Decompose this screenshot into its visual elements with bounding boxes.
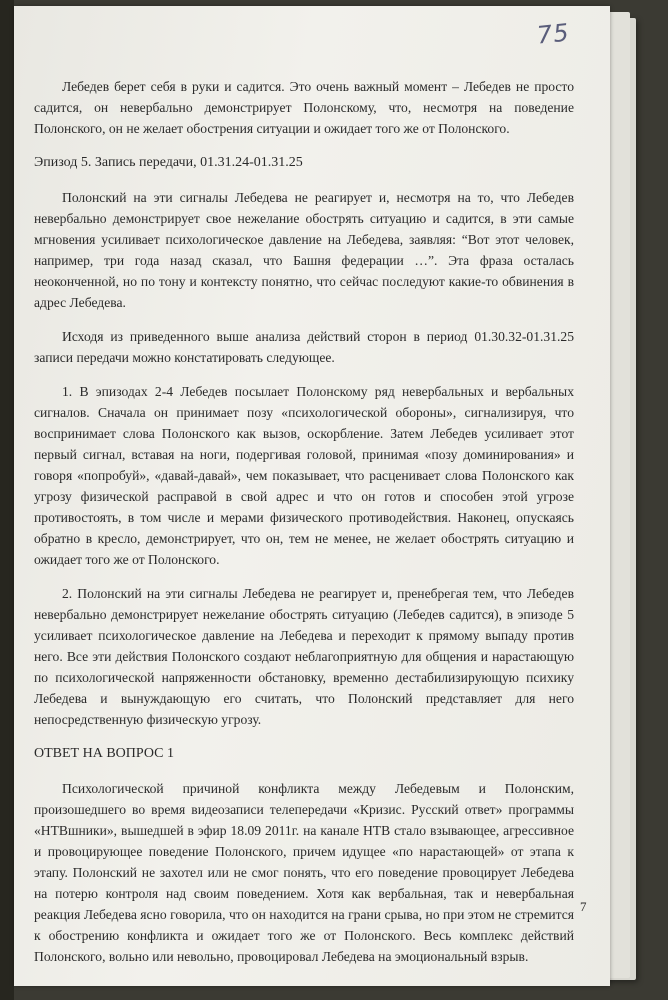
document-page — [14, 6, 610, 986]
finding-item: 2. Полонский на эти сигналы Лебедева не реагирует и, пренебрегая тем, что Лебедев невербально демонстрирует нежелание обострять ситуацию (Лебедев садится), в эпизоде 5 усиливает психологическое давление на Лебедева и переходит к прямому выпаду против него. Все эти действия Полонского создают неблагоприятную для общения и нарастающую по психологической напряженности обстановку, временно дестабилизирующую психику Лебедева и вынуждающую его считать, что Полонский представляет для него непосредственную физическую угрозу. — [34, 586, 574, 727]
page-content — [34, 76, 574, 980]
answer-paragraph: Психологической причиной конфликта между Лебедевым и Полонским, произошедшего во время видеозаписи телепередачи «Кризис. Русский ответ» программы «НТВшники», вышедшей в эфир 18.09 2011г. на канале НТВ стало взывающее, агрессивное и провоцирующее поведение Полонского, причем идущее «по нарастающей» от этапа к этапу. Полонский не захотел или не смог понять, что его поведение провоцирует Лебедева на потерю контроля над своим поведением. Хотя как вербальная, так и невербальная реакция Лебедева ясно говорила, что он находится на грани срыва, но при этом не стремится к обострению конфликта и ожидает того же от Полонского. Весь комплекс действий Полонского, вольно или невольно, провоцировал Лебедева на эмоциональный взрыв. — [34, 781, 574, 964]
handwritten-page-mark: 75 — [536, 18, 572, 50]
episode-paragraph: Полонский на эти сигналы Лебедева не реагирует и, несмотря на то, что Лебедев невербально демонстрирует свое нежелание обострять ситуацию и садится, в эти самые мгновения усиливает психологическое давление на Лебедева, заявляя: “Вот этот человек, например, три года назад сказал, что Башня федерации …”. Эта фраза осталась неоконченной, но по тону и контексту понятно, что сейчас последуют какие-то обвинения в адрес Лебедева. — [34, 190, 574, 310]
analysis-intro-paragraph: Исходя из приведенного выше анализа действий сторон в период 01.30.32-01.31.25 записи передачи можно констатировать следующее. — [34, 329, 574, 365]
intro-paragraph: Лебедев берет себя в руки и садится. Это очень важный момент – Лебедев не просто садится, он невербально демонстрирует Полонскому, что, несмотря на поведение Полонского, он не желает обострения ситуации и ожидает того же от Полонского. — [34, 79, 574, 136]
answer-heading: ОТВЕТ НА ВОПРОС 1 — [34, 746, 174, 761]
finding-item: 1. В эпизодах 2-4 Лебедев посылает Полонскому ряд невербальных и вербальных сигналов. Сначала он принимает позу «психологической обороны», сигнализируя, что воспринимает слова Полонского как вызов, оскорбление. Затем Лебедев усиливает этот первый сигнал, вставая на ноги, подергивая головой, принимая «позу доминирования» и говоря «попробуй», «давай-давай», чем показывает, что расценивает слова Полонского как угрозу физической расправой в свой адрес и что он готов и способен этой угрозе противостоять, в том числе и мерами физического противодействия. Наконец, опускаясь обратно в кресло, демонстрирует, что он, тем не менее, не желает обострять ситуацию и ожидает того же от Полонского. — [34, 384, 574, 567]
findings-list — [34, 381, 574, 730]
background-edge — [0, 0, 14, 1000]
episode-heading: Эпизод 5. Запись передачи, 01.31.24-01.31.25 — [34, 155, 303, 170]
page-number: 7 — [580, 899, 587, 914]
